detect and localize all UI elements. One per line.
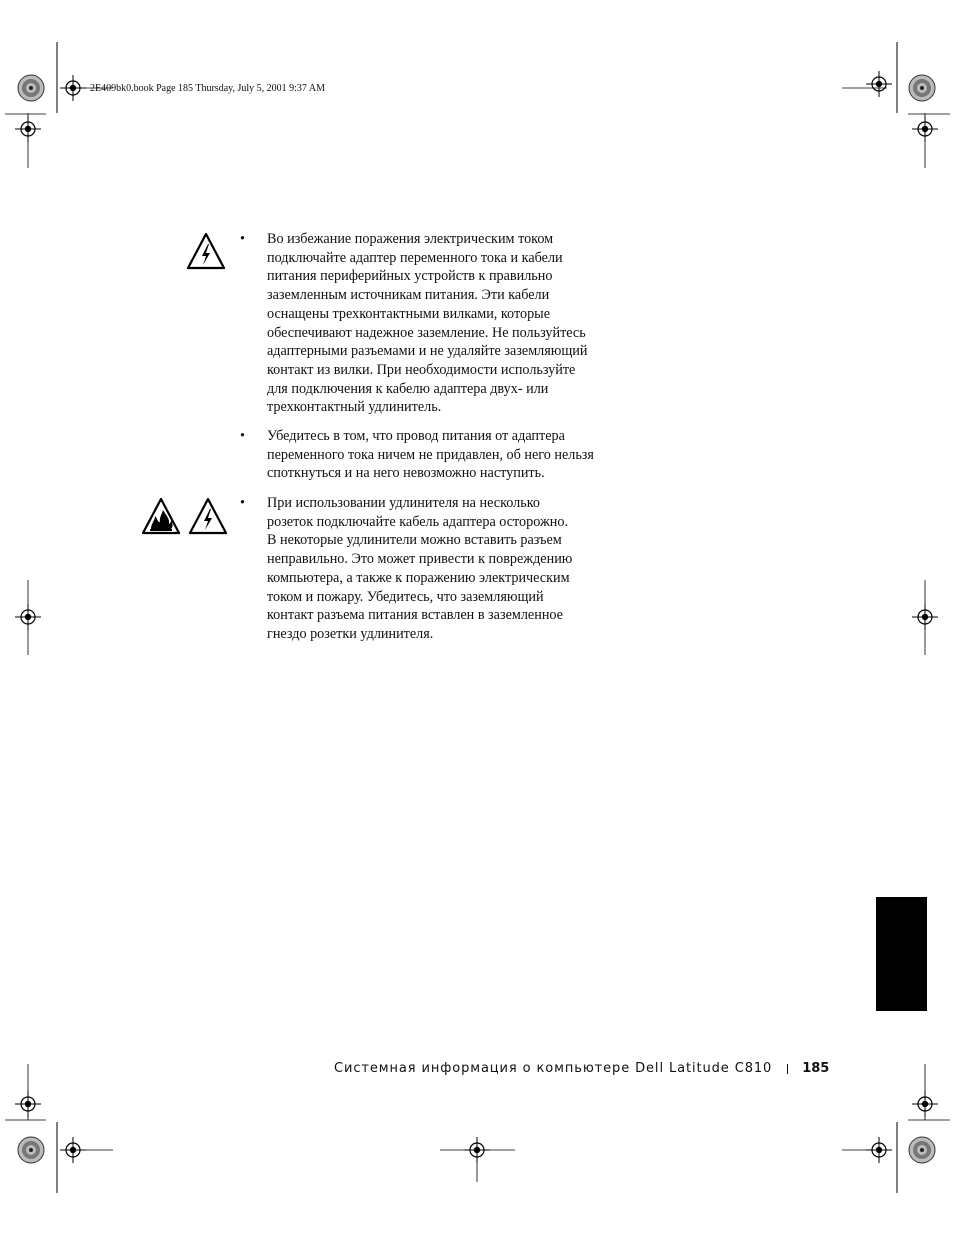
list-item	[240, 494, 667, 644]
bullet-text: Убедитесь в том, что провод питания от адаптера переменного тока ничем не придавлен, об него нельзя споткнуться и на него невозможно наступить.	[267, 428, 594, 482]
footer-separator	[787, 1064, 788, 1074]
fire-warning-icon	[141, 497, 181, 535]
bullet-symbol: •	[240, 495, 245, 511]
bullet-symbol: •	[240, 231, 245, 247]
electric-shock-warning-icon	[186, 232, 226, 270]
page-number: 185	[802, 1061, 830, 1076]
page-footer	[334, 1061, 829, 1076]
list-item	[240, 230, 667, 417]
print-header: 2E409bk0.book Page 185 Thursday, July 5, 2001 9:37 AM	[90, 83, 325, 94]
bullet-text: При использовании удлинителя на несколько розеток подключайте кабель адаптера осторожно. В некоторые удлинители можно вставить разъем неправильно. Это может привести к повреждению компьютера, а также к поражению электрическим током и пожару. Убедитесь, что заземляющий контакт разъема питания вставлен в заземленное гнездо розетки удлинителя.	[267, 495, 573, 642]
list-item	[240, 427, 667, 483]
bullet-symbol: •	[240, 428, 245, 444]
footer-title: Системная информация о компьютере Dell Latitude C810	[334, 1061, 773, 1076]
section-thumb-tab	[876, 897, 927, 1011]
bullet-text: Во избежание поражения электрическим током подключайте адаптер переменного тока и кабели питания периферийных устройств к правильно заземленным источникам питания. Эти кабели оснащены трехконтактными вилками, которые обеспечивают надежное заземление. Не пользуйтесь адаптерными разъемами и не удаляйте заземляющий контакт из вилки. При необходимости используйте для подключения к кабелю адаптера двух- или трехконтактный удлинитель.	[267, 231, 588, 416]
electric-shock-warning-icon-2	[188, 497, 228, 535]
